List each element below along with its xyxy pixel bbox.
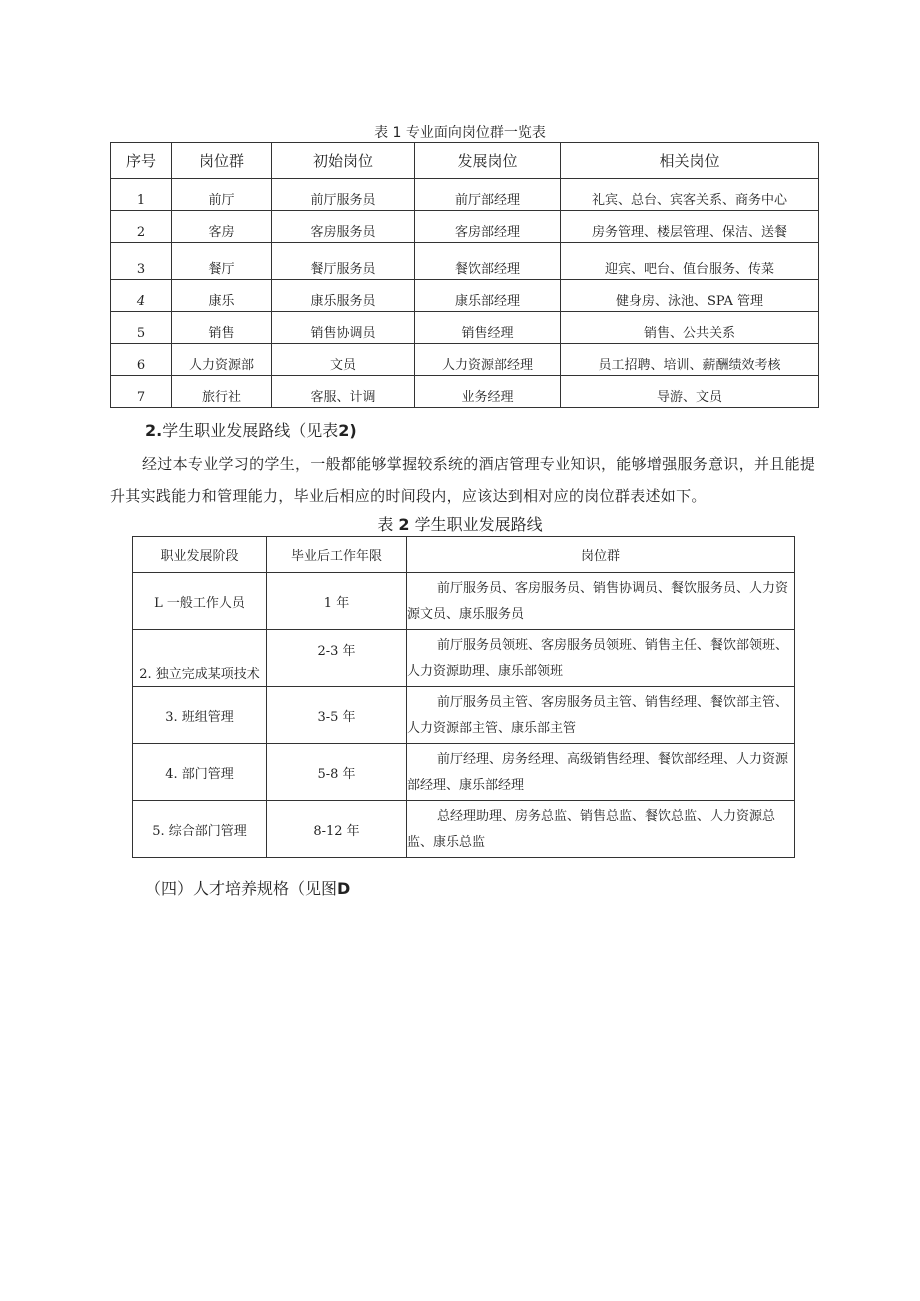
table-cell: 餐厅服务员 (272, 243, 415, 280)
table1-header-row (111, 143, 819, 179)
career-path-table (132, 536, 795, 858)
table-cell: 员工招聘、培训、薪酬绩效考核 (561, 344, 819, 376)
table-cell: 2 (111, 211, 172, 243)
table-cell: 前厅 (172, 179, 272, 211)
table-cell: 2. 独立完成某项技术 (133, 630, 267, 687)
table-cell: 礼宾、总台、宾客关系、商务中心 (561, 179, 819, 211)
table-cell: 6 (111, 344, 172, 376)
table2-caption-number: 2 (398, 515, 410, 534)
table1-header-initial: 初始岗位 (272, 143, 415, 179)
table-row (133, 573, 795, 630)
table-cell: 前厅经理、房务经理、高级销售经理、餐饮部经理、人力资源部经理、康乐部经理 (407, 744, 795, 801)
section2-heading-text: 学生职业发展路线（见表 (162, 421, 339, 440)
table-cell: 1 年 (267, 573, 407, 630)
table1-header-development: 发展岗位 (415, 143, 561, 179)
table-cell: 文员 (272, 344, 415, 376)
section2-heading-number: 2. (145, 421, 163, 440)
section2-heading (145, 418, 357, 441)
table-row (111, 280, 819, 312)
section4-heading (145, 876, 350, 899)
table-cell: 餐饮部经理 (415, 243, 561, 280)
table-row (111, 344, 819, 376)
table-cell: 5 (111, 312, 172, 344)
table-cell: 销售、公共关系 (561, 312, 819, 344)
table-cell: 客房 (172, 211, 272, 243)
table-row (111, 211, 819, 243)
section4-heading-ref: D (337, 879, 351, 898)
table1-header-group: 岗位群 (172, 143, 272, 179)
table-cell: 康乐部经理 (415, 280, 561, 312)
table-cell: 前厅部经理 (415, 179, 561, 211)
table-cell: 3. 班组管理 (133, 687, 267, 744)
table-cell: 健身房、泳池、SPA 管理 (561, 280, 819, 312)
table-cell: 4. 部门管理 (133, 744, 267, 801)
table-cell: 客服、计调 (272, 376, 415, 408)
table-row (133, 744, 795, 801)
table-cell: 客房部经理 (415, 211, 561, 243)
table-cell: 餐厅 (172, 243, 272, 280)
table-cell: 1 (111, 179, 172, 211)
table-cell: 4 (111, 280, 172, 312)
table-cell: 迎宾、吧台、值台服务、传菜 (561, 243, 819, 280)
section2-paragraph: 经过本专业学习的学生，一般都能够掌握较系统的酒店管理专业知识，能够增强服务意识，并且能提升其实践能力和管理能力，毕业后相应的时间段内，应该达到相对应的岗位群表述如下。 (110, 455, 816, 505)
table-cell: 前厅服务员领班、客房服务员领班、销售主任、餐饮部领班、人力资源助理、康乐部领班 (407, 630, 795, 687)
table-cell: 前厅服务员主管、客房服务员主管、销售经理、餐饮部主管、人力资源部主管、康乐部主管 (407, 687, 795, 744)
table-cell: 销售 (172, 312, 272, 344)
table-cell: 导游、文员 (561, 376, 819, 408)
job-group-table (110, 142, 819, 408)
table-cell: 前厅服务员、客房服务员、销售协调员、餐饮服务员、人力资源文员、康乐服务员 (407, 573, 795, 630)
section4-heading-text: （四）人才培养规格（见图 (145, 879, 338, 898)
table-cell: 人力资源部 (172, 344, 272, 376)
table-cell: 客房服务员 (272, 211, 415, 243)
table-row (111, 312, 819, 344)
table2-header-row (133, 537, 795, 573)
table-row (133, 630, 795, 687)
table-cell: 2-3 年 (267, 630, 407, 687)
table-cell: 销售经理 (415, 312, 561, 344)
table1-header-index: 序号 (111, 143, 172, 179)
table-cell: 5-8 年 (267, 744, 407, 801)
table-row (111, 179, 819, 211)
table-row (111, 376, 819, 408)
table-cell: 销售协调员 (272, 312, 415, 344)
table-row (111, 243, 819, 280)
table-cell: 房务管理、楼层管理、保洁、送餐 (561, 211, 819, 243)
table2-caption-text: 学生职业发展路线 (414, 515, 543, 534)
table-cell: 康乐 (172, 280, 272, 312)
table-row (133, 687, 795, 744)
table-cell: 8-12 年 (267, 801, 407, 858)
section2-heading-ref: 2) (338, 421, 357, 440)
table-cell: 业务经理 (415, 376, 561, 408)
table-cell: 7 (111, 376, 172, 408)
table-cell: 总经理助理、房务总监、销售总监、餐饮总监、人力资源总监、康乐总监 (407, 801, 795, 858)
table-cell: 5. 综合部门管理 (133, 801, 267, 858)
table2-header-jobs: 岗位群 (407, 537, 795, 573)
table2-header-years: 毕业后工作年限 (267, 537, 407, 573)
table1-caption: 表 1 专业面向岗位群一览表 (374, 125, 546, 141)
table2-caption (0, 512, 920, 535)
table-cell: 康乐服务员 (272, 280, 415, 312)
table-cell: 3 (111, 243, 172, 280)
table-cell: 旅行社 (172, 376, 272, 408)
table2-header-stage: 职业发展阶段 (133, 537, 267, 573)
table2-caption-prefix: 表 (377, 515, 394, 534)
table-cell: 前厅服务员 (272, 179, 415, 211)
table-cell: 3-5 年 (267, 687, 407, 744)
table-row (133, 801, 795, 858)
table1-header-related: 相关岗位 (561, 143, 819, 179)
table-cell: 人力资源部经理 (415, 344, 561, 376)
table-cell: L 一般工作人员 (133, 573, 267, 630)
